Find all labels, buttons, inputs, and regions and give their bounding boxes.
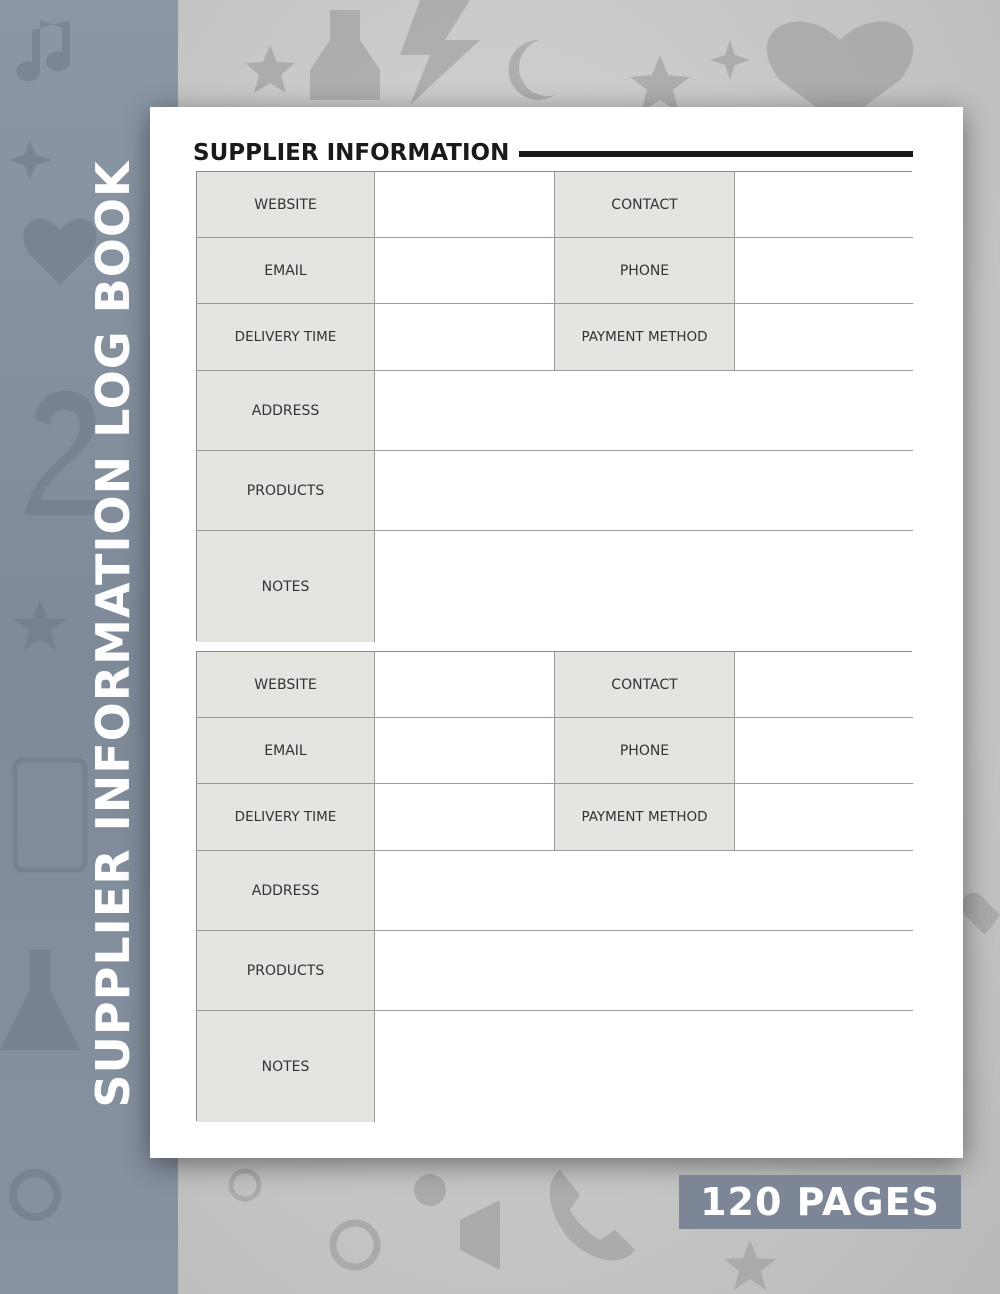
phone-label: PHONE [555, 718, 735, 784]
products-label: PRODUCTS [197, 931, 375, 1011]
section-heading: SUPPLIER INFORMATION [193, 140, 510, 166]
notes-field[interactable] [375, 1011, 913, 1122]
products-label: PRODUCTS [197, 451, 375, 531]
phone-field[interactable] [735, 718, 913, 784]
contact-label: CONTACT [555, 172, 735, 238]
phone-field[interactable] [735, 238, 913, 304]
contact-field[interactable] [735, 652, 913, 718]
star-icon [630, 55, 690, 112]
website-label: WEBSITE [197, 172, 375, 238]
page-count-badge: 120 PAGES [679, 1175, 961, 1229]
moon-icon [508, 40, 555, 100]
notes-label: NOTES [197, 1011, 375, 1122]
products-field[interactable] [375, 931, 913, 1011]
delivery-time-label: DELIVERY TIME [197, 784, 375, 851]
address-field[interactable] [375, 371, 913, 451]
heart-icon [962, 893, 1000, 935]
section-header [193, 137, 913, 169]
email-field[interactable] [375, 718, 555, 784]
supplier-record-2 [196, 651, 912, 1121]
heading-rule [519, 151, 913, 157]
payment-method-field[interactable] [735, 784, 913, 851]
website-field[interactable] [375, 172, 555, 238]
payment-method-label: PAYMENT METHOD [555, 784, 735, 851]
log-sheet [150, 107, 963, 1158]
bottle-icon [310, 10, 380, 100]
delivery-time-field[interactable] [375, 304, 555, 371]
contact-field[interactable] [735, 172, 913, 238]
products-field[interactable] [375, 451, 913, 531]
email-field[interactable] [375, 238, 555, 304]
supplier-record-1 [196, 171, 912, 641]
email-label: EMAIL [197, 718, 375, 784]
website-field[interactable] [375, 652, 555, 718]
sparkle-icon [8, 140, 52, 180]
address-field[interactable] [375, 851, 913, 931]
star-icon [724, 1240, 776, 1290]
website-label: WEBSITE [197, 652, 375, 718]
dot-icon [414, 1174, 446, 1206]
megaphone-icon [460, 1200, 500, 1270]
notes-field[interactable] [375, 531, 913, 642]
calculator-icon [15, 760, 85, 870]
address-label: ADDRESS [197, 371, 375, 451]
delivery-time-field[interactable] [375, 784, 555, 851]
star-icon [245, 45, 295, 93]
sparkle-icon [710, 40, 750, 80]
flask-icon [0, 950, 80, 1050]
contact-label: CONTACT [555, 652, 735, 718]
star-icon [14, 600, 66, 650]
phone-icon [550, 1170, 635, 1260]
magnifier-icon [333, 1223, 377, 1267]
music-note-icon [16, 20, 70, 81]
flower-icon [231, 1171, 259, 1199]
spine-title: SUPPLIER INFORMATION LOG BOOK [86, 160, 140, 1108]
gear-icon [13, 1173, 57, 1217]
payment-method-label: PAYMENT METHOD [555, 304, 735, 371]
phone-label: PHONE [555, 238, 735, 304]
payment-method-field[interactable] [735, 304, 913, 371]
email-label: EMAIL [197, 238, 375, 304]
lightning-icon [400, 0, 480, 105]
address-label: ADDRESS [197, 851, 375, 931]
delivery-time-label: DELIVERY TIME [197, 304, 375, 371]
notes-label: NOTES [197, 531, 375, 642]
